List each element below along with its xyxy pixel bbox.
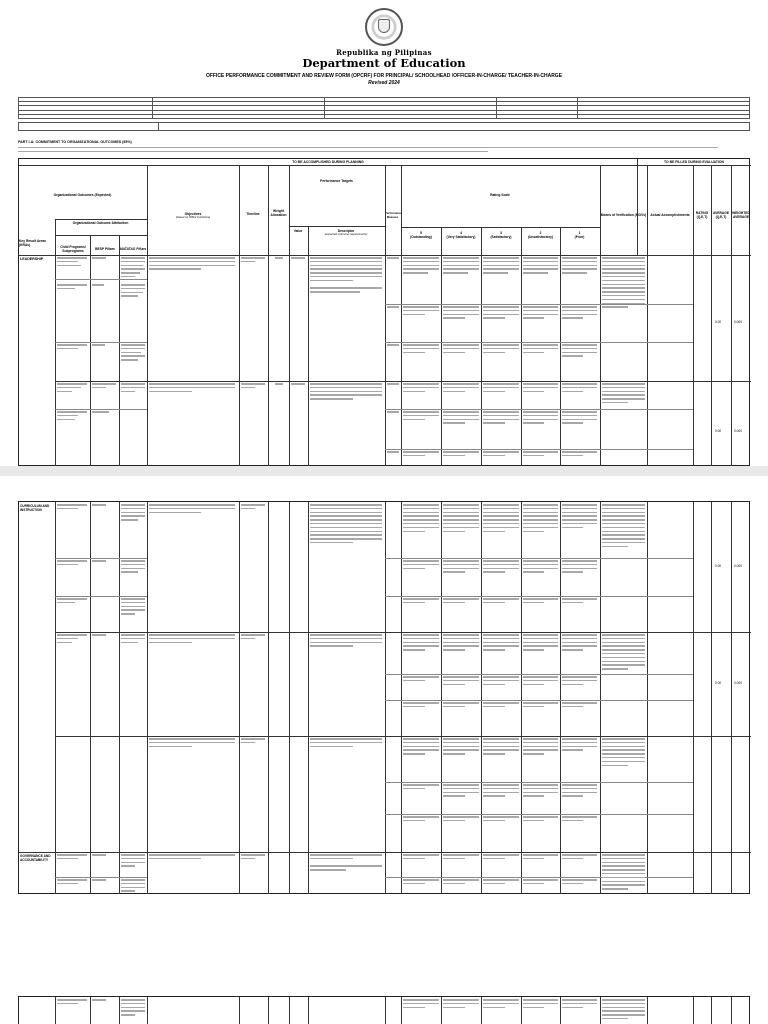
kra-governance-accountability: GOVERNANCE AND ACCOUNTABILITY	[20, 854, 51, 862]
measure-text	[387, 451, 399, 455]
average-score: 0.00	[715, 429, 722, 433]
besp-pillar-text	[92, 854, 116, 858]
header-org-outcome-attribution: Organizational Outcome Attribution	[72, 221, 129, 225]
rating-cell-text	[562, 879, 597, 887]
matatag-pillar-text	[121, 999, 145, 1018]
matatag-pillar-text	[121, 879, 145, 894]
header-besp-pillars: BESP Pillars	[95, 247, 115, 251]
rating-cell-text	[483, 634, 519, 653]
rating-cell-text	[523, 257, 558, 276]
besp-pillar-text	[92, 383, 116, 391]
average-score: 0.00	[715, 681, 722, 685]
rating-cell-text	[523, 598, 558, 606]
rating-cell-text	[443, 560, 479, 575]
rating-cell-text	[483, 504, 519, 534]
opcrf-table-continued	[18, 996, 750, 1024]
opcrf-page-1	[16, 0, 752, 466]
rating-cell-text	[483, 411, 519, 426]
rating-cell-text	[562, 738, 597, 753]
matatag-pillar-text	[121, 854, 145, 869]
accountabilities-row	[18, 122, 750, 131]
header-rating-qet: RATING (Q,E,T)	[695, 211, 709, 219]
objective-text	[149, 257, 235, 272]
child-program-text	[57, 598, 87, 606]
matatag-pillar-text	[121, 598, 145, 617]
rating-cell-text	[562, 560, 597, 575]
measure-text	[387, 344, 399, 348]
header-performance-measure: Performance Measure	[385, 211, 403, 219]
evaluation-band-label: TO BE FILLED DURING EVALUATION	[664, 159, 724, 164]
rating-cell-text	[483, 676, 519, 687]
matatag-pillar-text	[121, 560, 145, 575]
opcrf-page-2	[16, 476, 752, 894]
rating-cell-text	[523, 999, 558, 1010]
child-program-text	[57, 634, 87, 645]
rating-cell-text	[403, 383, 439, 394]
rating-cell-text	[523, 879, 558, 887]
value-text	[291, 257, 305, 261]
deped-seal-logo	[365, 8, 403, 46]
header-weight-allocation: Weight Allocation	[270, 209, 287, 217]
rating-cell-text	[523, 306, 558, 321]
rating-cell-text	[403, 676, 439, 684]
average-score: 0.00	[715, 564, 722, 568]
scale-5-number: 5	[420, 231, 422, 235]
rating-cell-text	[443, 816, 479, 824]
employee-info-table	[18, 97, 750, 119]
scale-4-number: 4	[460, 231, 462, 235]
matatag-pillar-text	[121, 634, 145, 645]
rating-cell-text	[403, 344, 439, 355]
mov-text	[602, 383, 645, 406]
besp-pillar-text	[92, 411, 116, 415]
child-program-text	[57, 411, 87, 422]
rating-cell-text	[403, 879, 439, 887]
header-performance-targets: Performance Targets	[320, 179, 353, 183]
child-program-text	[57, 257, 87, 268]
descriptor-text	[310, 257, 382, 295]
value-text	[291, 383, 305, 387]
average-score: 0.00	[715, 320, 722, 324]
weighted-average-score: 0.000	[734, 429, 742, 433]
child-program-text	[57, 284, 87, 292]
objective-text	[149, 383, 235, 394]
mov-text	[602, 634, 645, 672]
header-child-programs: Child Programs/ Subprograms	[60, 245, 86, 253]
rating-cell-text	[562, 854, 597, 862]
republic-heading: Republika ng Pilipinas	[336, 48, 432, 57]
timeline-text	[241, 504, 265, 512]
besp-pillar-text	[92, 284, 116, 288]
header-rating-scale: Rating Scale	[490, 193, 510, 197]
descriptor-text	[310, 634, 382, 649]
scale-1-label: (Poor)	[574, 235, 585, 239]
header-matatag-pillars: MATATAG Pillars	[119, 247, 147, 251]
rating-cell-text	[483, 702, 519, 710]
rating-cell-text	[403, 451, 439, 459]
rating-cell-text	[523, 451, 558, 459]
measure-text	[387, 383, 399, 387]
objective-text	[149, 634, 235, 645]
rating-cell-text	[443, 598, 479, 606]
rating-cell-text	[443, 411, 479, 426]
rating-cell-text	[562, 634, 597, 653]
rating-cell-text	[403, 738, 439, 757]
descriptor-text	[310, 504, 382, 546]
rating-cell-text	[523, 634, 558, 653]
page-separator	[0, 466, 768, 476]
planning-band-label: TO BE ACCOMPLISHED DURING PLANNING	[292, 159, 364, 164]
rating-cell-text	[562, 383, 597, 394]
rating-cell-text	[523, 854, 558, 862]
timeline-text	[241, 738, 265, 746]
child-program-text	[57, 383, 87, 394]
scale-2-number: 2	[539, 231, 542, 235]
rating-cell-text	[443, 504, 479, 534]
rating-cell-text	[403, 504, 439, 534]
child-program-text	[57, 504, 87, 512]
besp-pillar-text	[92, 879, 116, 883]
timeline-text	[241, 634, 265, 642]
rating-cell-text	[403, 257, 439, 276]
rating-cell-text	[403, 854, 439, 862]
matatag-pillar-text	[121, 284, 145, 299]
rating-cell-text	[562, 257, 597, 276]
part-1a-description	[18, 145, 750, 152]
part-1a-title: PART I-A: COMMITMENT TO ORGANIZATIONAL OUTCOMES (85%)	[18, 140, 132, 144]
mov-text	[602, 999, 645, 1022]
rating-cell-text	[443, 451, 479, 459]
scale-3-label: (Satisfactory)	[490, 235, 512, 239]
rating-cell-text	[483, 738, 519, 757]
rating-cell-text	[443, 257, 479, 276]
besp-pillar-text	[92, 504, 116, 508]
header-objectives-sub: (based on Office Functions)	[175, 215, 211, 219]
rating-cell-text	[403, 784, 439, 792]
rating-cell-text	[443, 634, 479, 653]
rating-cell-text	[403, 411, 439, 422]
rating-cell-text	[562, 816, 597, 824]
rating-cell-text	[443, 676, 479, 687]
timeline-text	[241, 383, 265, 391]
objective-text	[149, 738, 235, 749]
header-org-outcomes: Organizational Outcomes (Expected)	[53, 193, 112, 197]
rating-cell-text	[443, 999, 479, 1010]
child-program-text	[57, 999, 87, 1007]
header-objectives: Objectives	[184, 212, 202, 216]
objective-text	[149, 504, 235, 515]
scale-4-label: (Very Satisfactory)	[446, 235, 476, 239]
opcrf-page-3	[16, 996, 752, 1024]
rating-cell-text	[403, 560, 439, 571]
descriptor-text	[310, 854, 382, 873]
header-descriptor: Descriptor	[337, 229, 355, 233]
rating-cell-text	[523, 344, 558, 355]
child-program-text	[57, 879, 87, 887]
weight-text	[275, 383, 283, 387]
rating-cell-text	[403, 306, 439, 317]
besp-pillar-text	[92, 344, 116, 348]
rating-cell-text	[483, 344, 519, 355]
rating-cell-text	[483, 383, 519, 394]
measure-text	[387, 257, 399, 261]
matatag-pillar-text	[121, 344, 145, 363]
weighted-average-score: 0.000	[734, 320, 742, 324]
rating-cell-text	[443, 306, 479, 321]
header-weighted-average: WEIGHTED AVERAGE	[732, 211, 750, 219]
objective-text	[149, 854, 235, 862]
rating-cell-text	[443, 702, 479, 710]
rating-cell-text	[562, 676, 597, 687]
rating-cell-text	[483, 598, 519, 606]
matatag-pillar-text	[121, 257, 145, 280]
rating-cell-text	[403, 816, 439, 824]
rating-cell-text	[483, 257, 519, 276]
rating-cell-text	[403, 999, 439, 1010]
rating-cell-text	[443, 738, 479, 757]
descriptor-text	[310, 738, 382, 749]
rating-cell-text	[562, 306, 597, 321]
rating-cell-text	[523, 738, 558, 757]
besp-pillar-text	[92, 634, 116, 638]
child-program-text	[57, 560, 87, 568]
rating-cell-text	[562, 702, 597, 710]
rating-cell-text	[523, 702, 558, 710]
rating-cell-text	[483, 784, 519, 799]
mov-text	[602, 738, 645, 768]
header-timeline: Timeline	[246, 212, 260, 216]
rating-cell-text	[562, 598, 597, 606]
measure-text	[387, 411, 399, 415]
form-revision: Revised 2024	[368, 80, 400, 86]
opcrf-table	[18, 158, 750, 466]
rating-cell-text	[562, 784, 597, 799]
header-average-qet: AVERAGE (Q,E,T)	[712, 211, 730, 219]
rating-cell-text	[403, 702, 439, 710]
header-value: Value	[293, 229, 303, 233]
timeline-text	[241, 257, 265, 265]
matatag-pillar-text	[121, 383, 145, 394]
rating-cell-text	[443, 879, 479, 887]
scale-2-label: (Unsatisfactory)	[527, 235, 554, 239]
rating-cell-text	[483, 306, 519, 321]
page-separator	[0, 894, 768, 996]
rating-cell-text	[403, 598, 439, 606]
rating-cell-text	[562, 344, 597, 359]
mov-text	[602, 504, 645, 550]
department-heading: Department of Education	[302, 56, 466, 70]
rating-cell-text	[562, 411, 597, 426]
rating-cell-text	[443, 854, 479, 862]
scale-3-number: 3	[500, 231, 502, 235]
form-title: OFFICE PERFORMANCE COMMITMENT AND REVIEW FORM (OPCRF) FOR PRINCIPAL/ SCHOOLHEAD /OFFICER-IN-CHARGE/ TEACHER-IN-CHARGE	[205, 73, 563, 79]
weight-text	[275, 257, 283, 261]
rating-cell-text	[483, 451, 519, 459]
besp-pillar-text	[92, 257, 116, 261]
rating-cell-text	[483, 999, 519, 1010]
mov-text	[602, 854, 645, 892]
mov-text	[602, 257, 645, 310]
descriptor-text	[310, 383, 382, 402]
rating-cell-text	[523, 784, 558, 799]
rating-cell-text	[483, 879, 519, 887]
rating-cell-text	[523, 411, 558, 426]
scale-1-number: 1	[578, 231, 581, 235]
rating-cell-text	[443, 383, 479, 394]
besp-pillar-text	[92, 999, 116, 1003]
rating-cell-text	[483, 816, 519, 824]
header-means-of-verification: Means of Verification (MOVs)	[600, 213, 647, 217]
rating-cell-text	[523, 383, 558, 394]
header-actual-accomplishments: Actual Accomplishments	[650, 213, 690, 217]
child-program-text	[57, 854, 87, 862]
child-program-text	[57, 344, 87, 352]
rating-cell-text	[523, 676, 558, 687]
matatag-pillar-text	[121, 504, 145, 523]
weighted-average-score: 0.000	[734, 681, 742, 685]
rating-cell-text	[523, 816, 558, 824]
weighted-average-score: 0.000	[734, 564, 742, 568]
scale-5-label: (Outstanding)	[410, 235, 432, 239]
info-row	[19, 114, 750, 118]
kra-leadership: LEADERSHIP	[20, 257, 44, 261]
kra-curriculum-instruction: CURRICULUM AND INSTRUCTION	[20, 504, 50, 512]
opcrf-table-continued	[18, 501, 750, 894]
rating-cell-text	[562, 504, 597, 531]
rating-cell-text	[443, 344, 479, 355]
rating-cell-text	[483, 560, 519, 575]
rating-cell-text	[483, 854, 519, 862]
timeline-text	[241, 854, 265, 862]
rating-cell-text	[562, 451, 597, 459]
measure-text	[387, 306, 399, 310]
rating-cell-text	[562, 999, 597, 1010]
rating-cell-text	[523, 504, 558, 534]
besp-pillar-text	[92, 560, 116, 564]
rating-cell-text	[523, 560, 558, 575]
rating-cell-text	[403, 634, 439, 653]
header-descriptor-sub: (expected outcome/ requirements)	[324, 232, 368, 236]
header-kras: Key Result Areas (KRAs)	[19, 239, 46, 247]
rating-cell-text	[443, 784, 479, 799]
